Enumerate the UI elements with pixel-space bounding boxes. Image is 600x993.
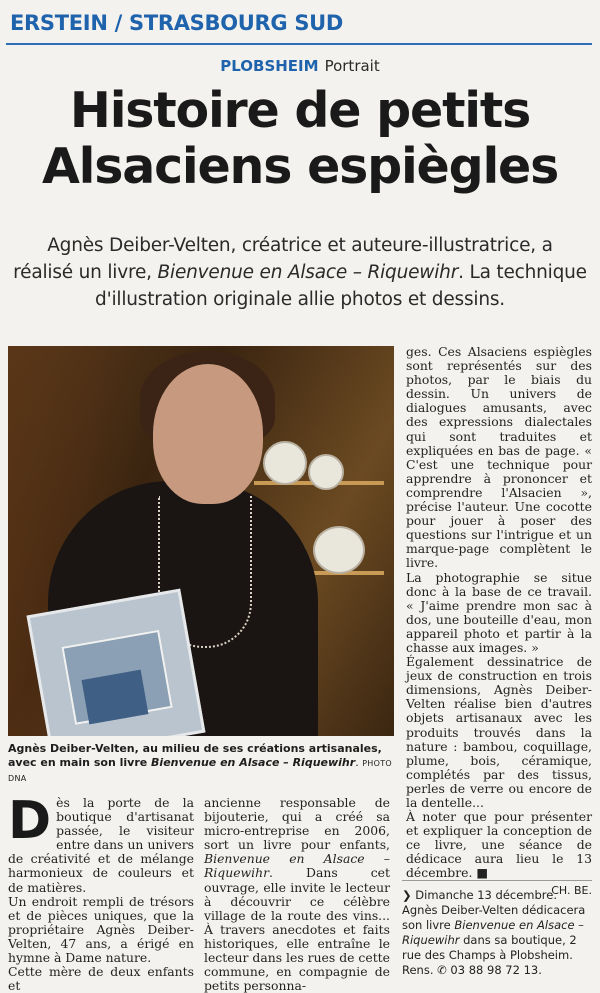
- book-cover: [27, 589, 206, 736]
- book-image: [82, 670, 149, 725]
- article-column-2: [204, 796, 390, 993]
- caption-book-title: Bienvenue en Alsace – Riquewihr: [151, 756, 356, 769]
- chevron-right-icon: ❯: [402, 888, 412, 902]
- standfirst: [10, 232, 590, 313]
- photo-credit: PHOTO DNA: [8, 759, 393, 783]
- paragraph-text: . Dans cet ouvrage, elle invite le lecteur à découvrir ce célèbre village de la route des vins... À travers anecdotes et faits historiques, elle entraîne le lecteur dans les rues de cette commune, en compagnie de petits personna-: [204, 865, 390, 993]
- section-header: [6, 7, 592, 45]
- photo-caption: Agnès Deiber-Velten, au milieu de ses créations artisanales, avec en main son livre Bienvenue en Alsace – Riquewihr. PHOTO DNA: [8, 742, 393, 783]
- headline: [0, 83, 600, 195]
- headline-line-2: Alsaciens espiègles: [41, 138, 559, 195]
- event-text: Dimanche 13 décembre. Agnès Deiber-Velten dédicacera son livre: [402, 888, 586, 932]
- standfirst-text: réalisé un livre,: [13, 262, 158, 283]
- standfirst-text: . La technique: [458, 262, 587, 283]
- paragraph: La photographie se situe donc à la base de ce travail. « J'aime prendre mon sac à dos, une bouteille d'eau, mon appareil photo et partir à la chasse aux images. »: [406, 569, 592, 655]
- author-signature: CH. BE.: [551, 883, 592, 897]
- drop-cap: D: [8, 791, 52, 851]
- standfirst-line-3: d'illustration originale allie photos et dessins.: [95, 289, 505, 310]
- paragraph-text: ès la porte de la boutique d'artisanat passée, le visiteur entre dans un univers de créativité et de mélange harmonieux de couleurs et de matières.: [8, 795, 194, 895]
- paragraph: À noter que pour présenter et expliquer la conception de ce livre, une séance de dédicace aura lieu le 13 décembre. ■: [406, 809, 592, 881]
- section-title: ERSTEIN / STRASBOURG SUD: [10, 11, 344, 35]
- paragraph: Également dessinatrice de jeux de construction en trois dimensions, Agnès Deiber-Velten réalise bien d'autres objets artisanaux avec les produits trouvés dans la nature : bambou, coquillage, plume, bois, céramique, complétés par des tissus, perles de verre ou encore de la dentelle...: [406, 654, 592, 810]
- kicker-place: PLOBSHEIM: [220, 57, 319, 75]
- person-face: [153, 364, 263, 504]
- event-box: [402, 880, 592, 978]
- paragraph: [8, 791, 194, 895]
- paragraph: [204, 796, 390, 993]
- event-book-title: Bienvenue en Alsace – Riquewihr: [402, 918, 584, 947]
- kicker-rubric: Portrait: [324, 57, 380, 75]
- article-column-right: [406, 345, 592, 898]
- book-title: Bienvenue en Alsace – Riquewihr: [157, 262, 459, 283]
- paragraph-text: ancienne responsable de bijouterie, qui a créé sa micro-entreprise en 2006, sort un livre pour enfants,: [204, 795, 390, 853]
- paragraph: ges. Ces Alsaciens espiègles sont représentés sur des photos, par le biais du dessin. Un univers de dialogues amusants, avec des expressions dialectales qui sont traduites et expliquées en bas de page. « C'est une technique pour apprendre à prononcer et comprendre l'Alsacien », précise l'auteur. Une cocotte pour jouer à poser des questions sur l'intrigue et un marque-page complètent le livre.: [406, 344, 592, 571]
- caption-text: avec en main son livre: [8, 756, 152, 769]
- paragraph: Un endroit rempli de trésors et de pièces uniques, que la propriétaire Agnès Deiber-Velten, 47 ans, a érigé en hymne à Dame nature.: [8, 893, 194, 966]
- article-column-1: [8, 791, 194, 993]
- standfirst-line-2: [10, 259, 590, 286]
- kicker: [0, 57, 600, 75]
- standfirst-line-1: Agnès Deiber-Velten, créatrice et auteure-illustratrice, a: [47, 235, 553, 256]
- ceramic-plate: [263, 441, 307, 485]
- ceramic-plate: [308, 454, 344, 490]
- caption-text: Agnès Deiber-Velten, au milieu de ses créations artisanales,: [8, 742, 382, 755]
- event-text: dans sa boutique, 2 rue des Champs à Plobsheim. Rens. ✆ 03 88 98 72 13.: [402, 933, 577, 977]
- ceramic-plate: [313, 526, 365, 574]
- headline-line-1: Histoire de petits: [69, 82, 531, 139]
- portrait-photo: [8, 346, 394, 736]
- book-title: Bienvenue en Alsace – Riquewihr: [204, 851, 390, 881]
- paragraph: Cette mère de deux enfants et: [8, 964, 194, 993]
